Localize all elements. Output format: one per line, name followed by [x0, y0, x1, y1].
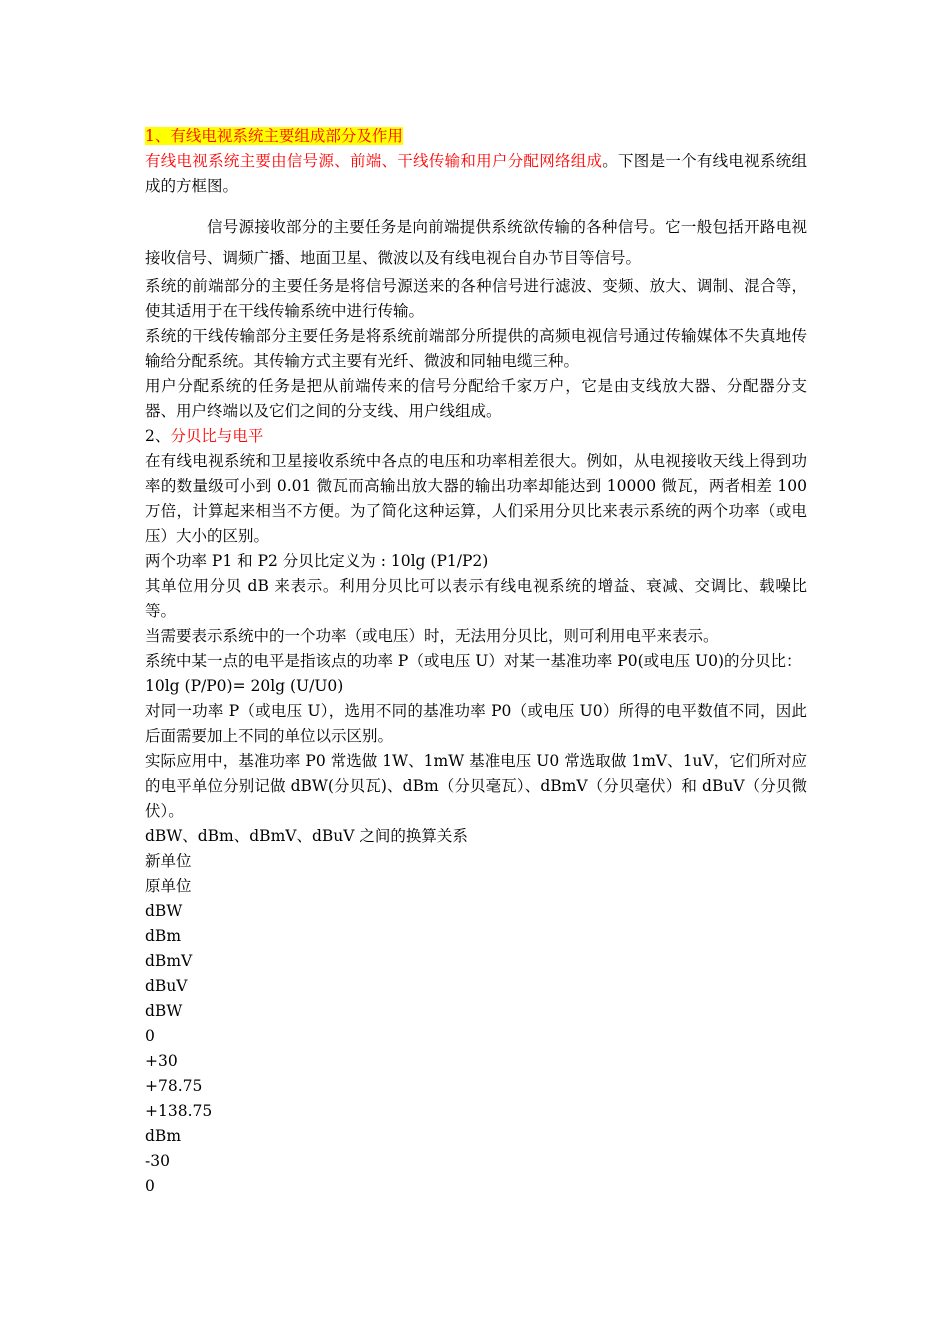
paragraph-level-definition: 系统中某一点的电平是指该点的功率 P（或电压 U）对某一基准功率 P0(或电压 U0)的分贝比： [145, 652, 802, 670]
section-heading-1-prefix: 1、 [145, 127, 171, 145]
table-cell: +78.75 [145, 1077, 203, 1095]
paragraph-user-distribution: 用户分配系统的任务是把从前端传来的信号分配给千家万户，它是由支线放大器、分配器分支器、用户终端以及它们之间的分支线、用户线组成。 [145, 377, 807, 420]
intro-paragraph [145, 149, 807, 199]
paragraph-db-intro: 在有线电视系统和卫星接收系统中各点的电压和功率相差很大。例如，从电视接收天线上得到功率的数量级可小到 0.01 微瓦而高输出放大器的输出功率却能达到 10000 微瓦，两者相差 100 万倍，计算起来相当不方便。为了简化这种运算，人们采用分贝比来表示系统的两个功率（或电压）大小的区别。 [145, 452, 807, 545]
table-cell: 0 [145, 1027, 155, 1045]
paragraph-reference-units: 对同一功率 P（或电压 U），选用不同的基准功率 P0（或电压 U0）所得的电平数值不同，因此后面需要加上不同的单位以示区别。 [145, 702, 807, 745]
paragraph-conversion-title: dBW、dBm、dBmV、dBuV 之间的换算关系 [145, 827, 468, 845]
paragraph-front-end: 系统的前端部分的主要任务是将信号源送来的各种信号进行滤波、变频、放大、调制、混合等，使其适用于在干线传输系统中进行传输。 [145, 277, 807, 320]
section-heading-2-prefix: 2、 [145, 427, 171, 445]
table-cell: dBW [145, 902, 183, 920]
conversion-table-cells [145, 849, 807, 1199]
table-cell: dBm [145, 1127, 182, 1145]
section-heading-1-text: 有线电视系统主要组成部分及作用 [170, 127, 403, 145]
table-cell: +138.75 [145, 1102, 213, 1120]
document-page [145, 124, 807, 1199]
table-cell: dBmV [145, 952, 193, 970]
formula-level: 10lg (P/P0)= 20lg (U/U0) [145, 677, 344, 695]
section-heading-2-text: 分贝比与电平 [170, 427, 264, 445]
section-heading-1 [145, 124, 807, 149]
table-cell: +30 [145, 1052, 178, 1070]
intro-black-text: 。下图是一个有线电视系统组成的方框图。 [145, 152, 807, 195]
table-cell: 新单位 [145, 852, 192, 870]
table-cell: dBW [145, 1002, 183, 1020]
paragraph-db-definition: 两个功率 P1 和 P2 分贝比定义为 : 10lg (P1/P2) [145, 552, 489, 570]
table-cell: 原单位 [145, 877, 192, 895]
paragraph-signal-source: 信号源接收部分的主要任务是向前端提供系统欲传输的各种信号。它一般包括开路电视接收信号、调频广播、地面卫星、微波以及有线电视台自办节目等信号。 [145, 218, 807, 267]
paragraph-level-intro: 当需要表示系统中的一个功率（或电压）时，无法用分贝比，则可利用电平来表示。 [145, 627, 719, 645]
paragraph-practical-units: 实际应用中，基准功率 P0 常选做 1W、1mW 基准电压 U0 常选取做 1mV、1uV，它们所对应的电平单位分别记做 dBW(分贝瓦)、dBm（分贝毫瓦）、dBmV（分贝毫伏）和 dBuV（分贝微伏）。 [145, 752, 807, 820]
table-cell: dBuV [145, 977, 188, 995]
paragraph-db-unit: 其单位用分贝 dB 来表示。利用分贝比可以表示有线电视系统的增益、衰减、交调比、载噪比等。 [145, 577, 807, 620]
section-heading-2 [145, 424, 807, 449]
table-cell: -30 [145, 1152, 170, 1170]
paragraph-trunk-transmission: 系统的干线传输部分主要任务是将系统前端部分所提供的高频电视信号通过传输媒体不失真地传输给分配系统。其传输方式主要有光纤、微波和同轴电缆三种。 [145, 327, 807, 370]
table-cell: 0 [145, 1177, 155, 1195]
table-cell: dBm [145, 927, 182, 945]
intro-red-text: 有线电视系统主要由信号源、前端、干线传输和用户分配网络组成 [145, 152, 603, 170]
